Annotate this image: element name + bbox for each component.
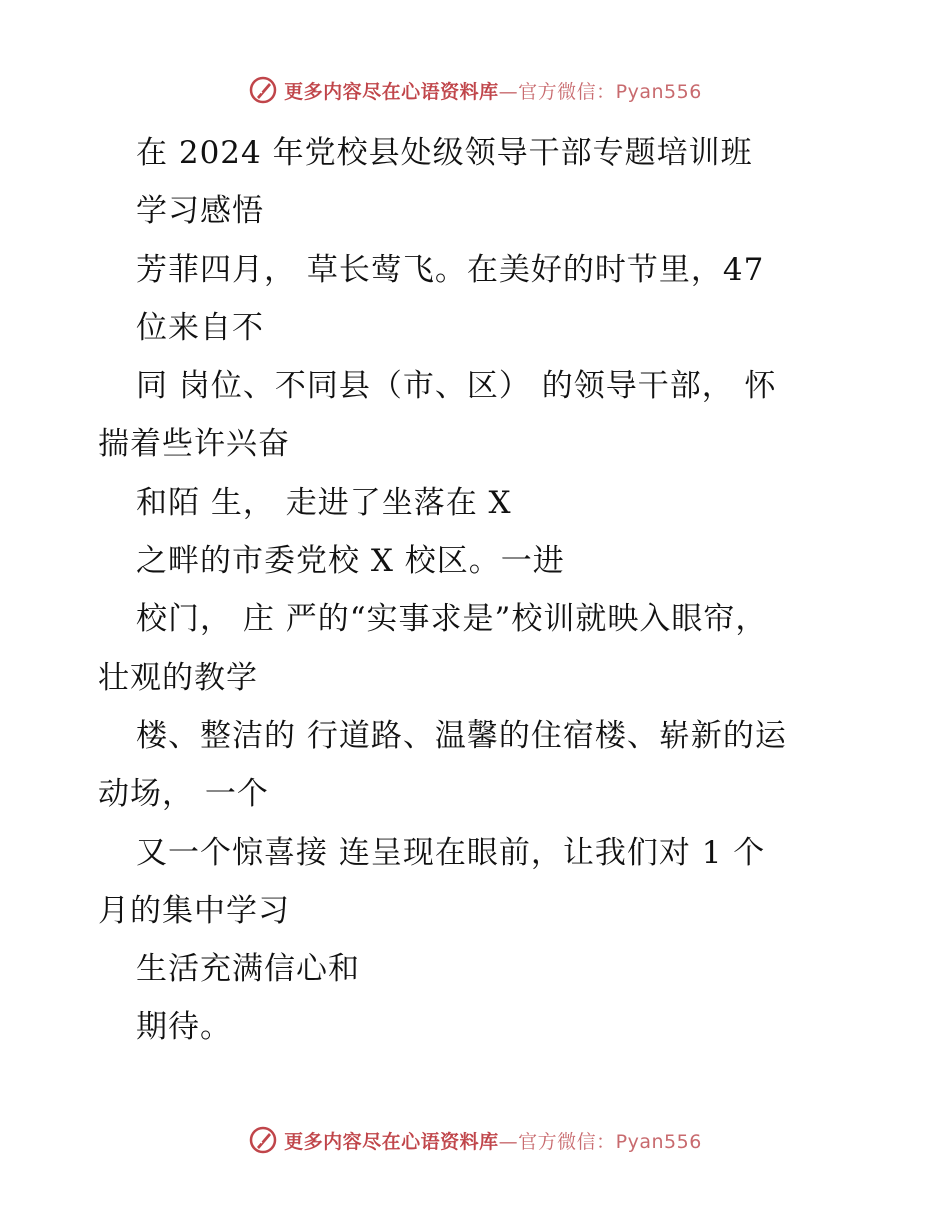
watermark-site: 更多内容尽在心语资料库 [284,1130,499,1153]
document-body [98,124,858,1057]
watermark-wechat: 官方微信：Pyan556 [518,1130,702,1153]
text-line: 位来自不 [136,309,264,346]
quill-logo-icon [248,75,278,105]
text-line: 学习感悟 [136,193,264,230]
watermark-site: 更多内容尽在心语资料库 [284,80,499,103]
text-line: 在 2024 年党校县处级领导干部专题培训班 [136,135,753,171]
text-line: 之畔的市委党校 X 校区。一进 [136,543,565,580]
text-line: 动场， 一个 [98,776,269,813]
watermark-dash: — [498,80,519,103]
text-line: 期待。 [136,1009,232,1046]
watermark-wechat: 官方微信：Pyan556 [518,80,702,103]
watermark-text [284,1127,702,1154]
watermark-dash: — [498,1130,519,1153]
text-line: 楼、整洁的 行道路、温馨的住宿楼、崭新的运 [136,717,787,754]
text-line: 壮观的教学 [98,659,258,696]
text-line: 校门， 庄 严的“实事求是”校训就映入眼帘， [136,601,768,638]
text-line: 月的集中学习 [98,892,290,929]
quill-logo-icon [248,1125,278,1155]
watermark-text [284,77,702,104]
text-line: 芳菲四月， 草长莺飞。在美好的时节里，47 [136,251,765,288]
text-line: 揣着些许兴奋 [98,426,290,463]
footer-watermark [0,1120,950,1160]
header-watermark [0,70,950,110]
text-line: 又一个惊喜接 连呈现在眼前，让我们对 1 个 [136,834,766,871]
text-line: 生活充满信心和 [136,951,360,988]
text-line: 和陌 生， 走进了坐落在 X [136,484,512,521]
text-line: 同 岗位、不同县（市、区） 的领导干部， 怀 [136,368,777,405]
